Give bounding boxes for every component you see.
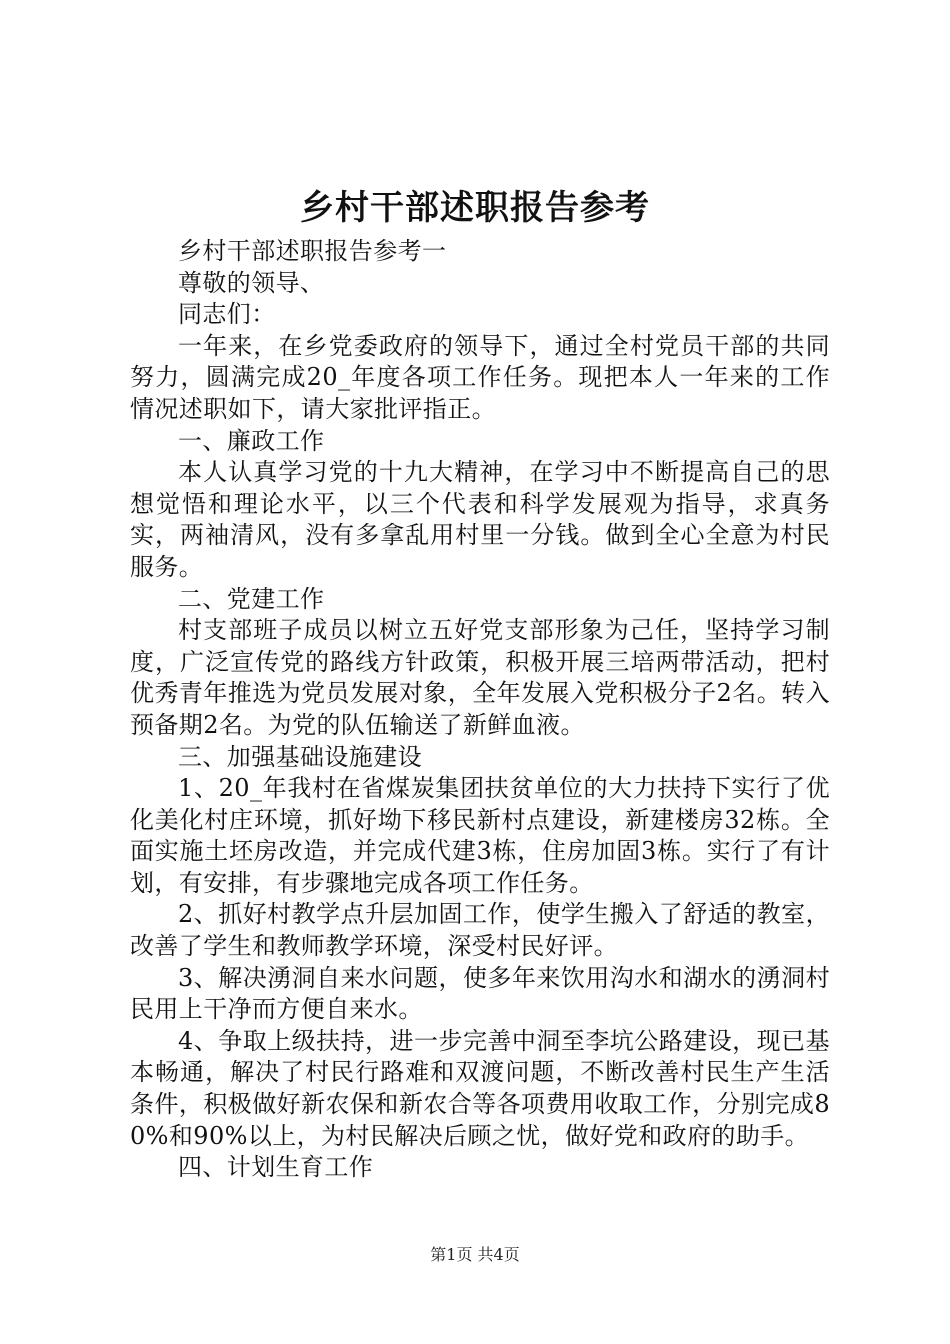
paragraph: 尊敬的领导、 [178,268,325,297]
paragraph: 乡村干部述职报告参考一 [178,237,447,265]
page-footer: 第1页 共4页 [430,1245,520,1264]
paragraph: 3、解决湧洞自来水问题，使多年来饮用沟水和湖水的湧洞村民用上干净而方便自来水。 [130,963,830,1024]
paragraph: 本人认真学习党的十九大精神，在学习中不断提高自己的思想觉悟和理论水平，以三个代表和科学发展观为指导，求真务实，两袖清风，没有多拿乱用村里一分钱。做到全心全意为村民服务。 [130,458,830,581]
document-title: 乡村干部述职报告参考 [300,188,650,228]
paragraph: 1、20_年我村在省煤炭集团扶贫单位的大力扶持下实行了优化美化村庄环境，抓好坳下移民新村点建设，新建楼房32栋。全面实施土坯房改造，并完成代建3栋，住房加固3栋。实行了有计划，有安排，有步骤地完成各项工作任务。 [130,774,830,897]
section-heading: 一、廉政工作 [178,426,325,455]
section-heading: 三、加强基础设施建设 [178,742,422,771]
paragraph: 2、抓好村教学点升层加固工作，使学生搬入了舒适的教室，改善了学生和教师教学环境，深受村民好评。 [130,900,830,961]
paragraph: 4、争取上级扶持，进一步完善中洞至李坑公路建设，现已基本畅通，解决了村民行路难和双渡问题，不断改善村民生产生活条件，积极做好新农保和新农合等各项费用收取工作，分别完成80%和90%以上，为村民解决后顾之忧，做好党和政府的助手。 [130,1026,830,1150]
paragraph: 村支部班子成员以树立五好党支部形象为己任，坚持学习制度，广泛宣传党的路线方针政策，积极开展三培两带活动，把村优秀青年推选为党员发展对象，全年发展入党积极分子2名。转入预备期2名。为党的队伍输送了新鲜血液。 [130,616,830,739]
section-heading: 二、党建工作 [178,584,325,613]
paragraph: 同志们： [178,300,276,329]
document-body [130,236,830,1184]
paragraph: 一年来，在乡党委政府的领导下，通过全村党员干部的共同努力，圆满完成20_年度各项工作任务。现把本人一年来的工作情况述职如下，请大家批评指正。 [130,331,830,423]
section-heading: 四、计划生育工作 [178,1153,374,1182]
